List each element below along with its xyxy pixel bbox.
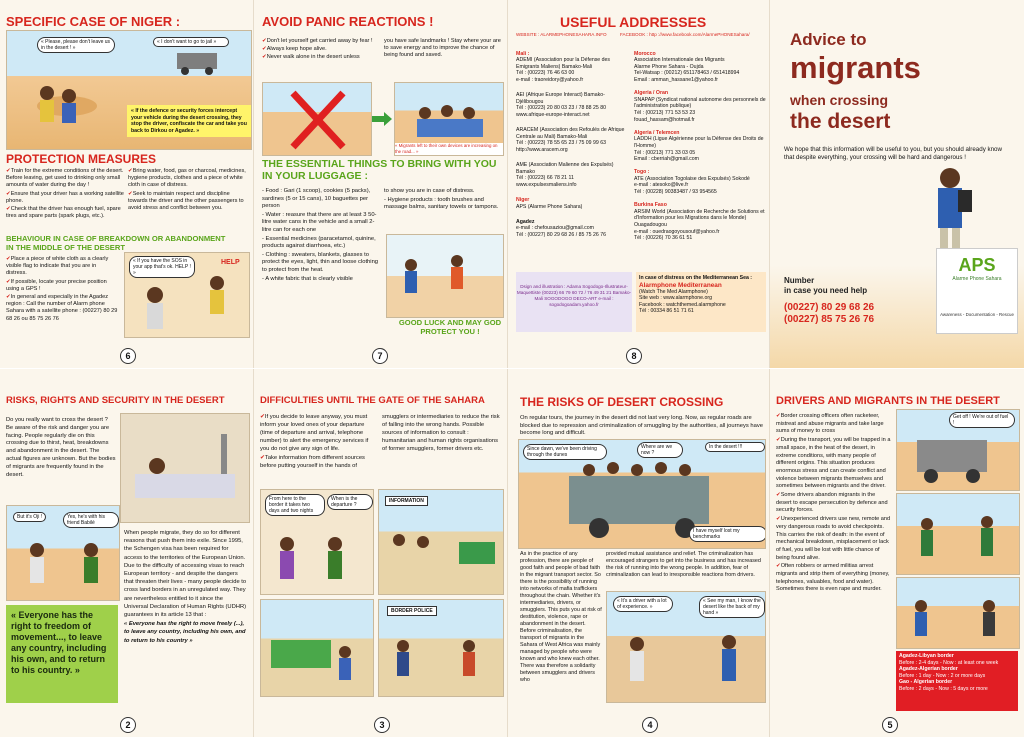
patient-in-bed (121, 414, 249, 522)
behaviour-item: ✔ In general and especially in the Agadez region : Call the number of Alarm phone Sahara with a satellite phone : (00227) 80 29 68 26 ou 85 75 26 76 (6, 294, 118, 323)
smugglers-illustration (606, 591, 766, 703)
protection-col1 (6, 168, 124, 221)
design-credit: Dsign and illustration : Adama Sogodogo-Illustrateur-Maquettiste (00223) 66 79 60 72 / 76 49 31 21 Bamako-Mali SOGODOGO DECO-ART e-mail : sogodogoadam.yahoo.fr (516, 272, 632, 332)
red-cross-icon (263, 83, 371, 155)
cover-title-4: the desert (790, 110, 891, 133)
people-running-illustration (386, 234, 504, 318)
help-phones (784, 302, 874, 326)
address-text: APS (Alarme Phone Sahara) (516, 203, 583, 210)
addresses-right (634, 44, 766, 248)
luggage-item: - Water : reasure that there are at least 3 50-litre water cans in the vehicle and a small 2-litre can for each one (262, 211, 377, 233)
crossing-intro: On regular tours, the journey in the desert did not last very long. Now, as regular roads are blocked due to repression and criminalization of smuggling by the authorities, all journeys have become long and difficult. (520, 415, 763, 437)
panel-panic (254, 0, 508, 368)
group-figures (395, 83, 503, 143)
aps-logo (936, 248, 1018, 334)
risks-text: Do you really want to cross the desert ? Be aware of the risk and danger you are facing. People regularly die on this crossing due to thirst, heat, breakdowns and abandonment in the desert. The actual figures are unknown. But the bodies of migrants are frequently found in the desert. (6, 417, 116, 478)
panel-risks-rights (0, 369, 254, 737)
route-label: Agadez-Libyan border (899, 653, 954, 659)
niger-caption: « If the defence or security forces intercept your vehicle during the desert crossing, they stop the driver, confiscate the car and take you back to Dirkou or Agadez. » (127, 105, 252, 137)
luggage-item: - Food : Gari (1 scoop), cookies (5 packs), sardines (5 or 15 cans), 10 baguettes per person (262, 188, 371, 210)
protection-title: PROTECTION MEASURES (6, 152, 157, 166)
plea-bubble: « Please, please don't leave us in the desert ! » (37, 37, 115, 53)
dunes-bubble: Since dawn, we've been driving through the dunes (523, 444, 607, 460)
bus-figures (261, 600, 373, 696)
friends-illustration (6, 505, 120, 601)
luggage-list (262, 188, 380, 284)
address-text: AME (Association Malienne des Expulsés) Bamako Tél : (00223) 66 78 21 11 www.expulsesmaliens.info (516, 162, 614, 188)
route-times: Before : 1 day - Now : 2 or more days (899, 672, 986, 679)
protection-item: ✔ Train for the extreme conditions of the desert. Before leaving, get used to drinking only small amounts of water during the day ! (6, 168, 124, 190)
address-text: SNAPAP (Syndicat national autonome des personnels de l'administration publique) Tél : (00213) 771 53 53 23 fouad_hassam@hotmail.fr (634, 96, 766, 123)
overloaded-truck-illustration (518, 439, 766, 549)
panel-difficulties (254, 369, 508, 737)
hospital-bed-illustration (120, 413, 250, 523)
page-number: 8 (626, 348, 642, 364)
country-label: Algeria / Telemcen (634, 129, 680, 136)
difficulties-title: DIFFICULTIES UNTIL THE GATE OF THE SAHARA (260, 395, 485, 406)
website-link[interactable]: WEBSITE : ALARMEPHONESAHARA.INFO (516, 32, 607, 37)
difficulties-item: ✔ If you decide to leave anyway, you must inform your loved ones of your departure (time of departure and arrival, telephone number) to alert the emergency services if you do not give any sign of life. (260, 413, 378, 453)
group-caption: « Migrants left to their own devices are increasing on the road... » (395, 143, 503, 155)
address-entry (634, 169, 766, 195)
protection-item: ✔ Bring water, food, gas or charcoal, medicines, hygiene products, clothes and a piece of white cloth in case of distress. (128, 168, 248, 190)
logo-text: APS (958, 255, 996, 275)
information-sign: INFORMATION (385, 496, 428, 506)
drivers-item: ✔ Often robbers or armed militias arrest migrants and strip them of everything (money, telephones, valuables, food and water). Sometimes there is even rape and murder. (776, 563, 892, 594)
cover-title-3: when crossing (790, 92, 889, 108)
drivers-list (776, 413, 892, 595)
luggage-item: to show you are in case of distress. (384, 188, 475, 194)
cover-intro: We hope that this information will be useful to you, but you should already know that despite everything, your crossing will be hard and dangerous ! (784, 146, 1002, 161)
protection-col2 (128, 168, 248, 213)
oji-bubble: But it's Oji ! (13, 512, 46, 522)
rights-paragraph: When people migrate, they do so for different reasons that push them into exile. Since 1995, the Schengen visa has been required for access to the territories of the European Union. Due to the difficulty of accessing visas to reach European territory - and despite the dangers that threaten their lives - many people decide to cross land borders in an unregulated way. They are nevertheless entitled to it since the Universal Declaration of Human Rights (UDHR) guarantees in its article 13 that : (124, 530, 247, 619)
alarmphone-title: Alarmphone Mediterranean (639, 281, 722, 289)
help-phone-1[interactable]: (00227) 80 29 68 26 (784, 302, 875, 313)
address-entry (516, 51, 630, 84)
alarm-line: Tél : 00334 86 51 71 61 (639, 308, 694, 315)
luggage-item: - Clothing : sweaters, blankets, glasses to protect the eyes, light, thin and loose clothing to protect from the heat. (262, 251, 379, 273)
difficulties-item: ✔ Take information from different sources before putting yourself in the hands of (260, 454, 378, 470)
page-number: 2 (120, 717, 136, 733)
route-times: Before : 2 days - Now : 5 days or more (899, 685, 988, 692)
alarm-line: (Watch The Med Alarmphone) (639, 288, 708, 295)
route-label: Agadez-Algerian border (899, 666, 958, 673)
country-label: Mali : (516, 50, 530, 57)
number-label-2: in case you need help (784, 286, 868, 295)
where-bubble: Where are we now ? (637, 442, 683, 458)
border-police-sign: BORDER POLICE (387, 606, 437, 616)
green-arrow-icon (372, 112, 392, 126)
babile-bubble: Yes, he's with his friend Babilé (63, 512, 119, 528)
difficulties-col2: smugglers or intermediaries to reduce the risk of falling into the wrong hands. Possible sources of information to consult : humanitarian and human rights organisations of former smugglers, former drivers etc. (382, 414, 500, 452)
drivers-item: ✔ Some drivers abandon migrants in the desert to escape persecution by defence and security forces. (776, 492, 892, 515)
rights-quote: « Everyone has the right to move freely (...), to leave any country, including his own, and to return to his country » (124, 621, 246, 644)
experience-bubble: « It's a driver with a lot of experience. » (613, 596, 673, 612)
drivers-item: ✔ Unexperienced drivers use new, remote and very dangerous roads to avoid checkpoints. This carries the risk of death: in the event of mechanical breakdown, misplacement or lack of fuel, you will be lost with little chance of being found alive. (776, 516, 892, 562)
address-text: ARSIM World (Association de Recherche de Solutions et d'Information pour les Migrations dans le Monde) Ouagadougou e-mail : ouedraogoyousouf@yahoo.fr Tél : (00226) 70 36 61 51 (634, 208, 765, 242)
page-number: 4 (642, 717, 658, 733)
address-entry (516, 219, 630, 239)
luggage-item: - Hygiene products : tooth brushes and massage balms, sanitary towels or tampons. (384, 196, 499, 211)
protection-item: ✔ Ensure that your driver has a working satellite phone. (6, 191, 124, 205)
departure-illustration (260, 489, 374, 595)
logo-sub: Alarme Phone Sahara (952, 276, 1002, 282)
address-text: ATE (Association Togolaise des Expulsés) Sokodé e-mail : atesoko@live.fr Tél : (00228) 90383487 / 93 954565 (634, 175, 750, 196)
address-text: LADDH (Ligue Algérienne pour la Défense des Droits de l'Homme) Tél : (00213) 771 33 03 05 Email : cberriah@gmail.com (634, 136, 764, 163)
address-text: ARACEM (Association des Refoulés de Afrique Centrale au Mali) Bamako-Mali Tél : (00223) 78 55 65 23 / 75 09 99 63 http://www.aracem.org (516, 127, 625, 153)
travel-times-box (896, 651, 1018, 711)
risks-title: RISKS, RIGHTS AND SECURITY IN THE DESERT (6, 395, 225, 406)
in-desert-bubble: In the desert !!! (705, 442, 765, 452)
address-text: ADEMI (Association pour la Défense des Emigrants Maliens) Bamako-Mali Tél : (00223) 76 46 63 00 e-mail : traoreidory@yahoo.fr (516, 57, 610, 83)
good-luck-text: GOOD LUCK AND MAY GOD PROTECT YOU ! (398, 318, 502, 336)
out-of-fuel-illustration (896, 409, 1020, 491)
drivers-title: DRIVERS AND MIGRANTS IN THE DESERT (776, 395, 1000, 407)
lost-bubble: I have myself lost my benchmarks (689, 526, 766, 542)
mediterranean-box (636, 272, 766, 332)
panic-item: ✔ Never walk alone in the desert unless (262, 54, 380, 61)
departure-bubble: When is the departure ? (327, 494, 373, 510)
crossing-col1: As in the practice of any profession, there are people of good faith and people of bad faith in the migrant transport sector. So there is the possibility of running into networks of mafia traffickers throughout the chain. Whether it's intermediaries, drivers, or smugglers. This puts you at risk of destitution, violence, rape or abandonment in the desert. Before criminalisation, the transport of migrants in the Sahara of West Africa was mainly managed by people who were known and who knew each other. There was therefore a solidarity between smugglers and drivers who (520, 551, 602, 683)
help-sign: HELP (221, 259, 240, 266)
help-bubble: « If you have the SOS in your app that's ok. HELP ! » (129, 256, 195, 278)
luggage-item: - A white fabric that is clearly visible (262, 275, 353, 282)
jail-bubble: « I don't want to go to jail » (153, 37, 229, 47)
route-label: Gao - Algerian border (899, 679, 953, 686)
panic-col2: you have safe landmarks ! Stay where your are to save energy and to improve the chance of being found and saved. (384, 38, 501, 59)
two-days-bubble: From here to the border it takes two days and two nights (265, 494, 325, 516)
alarm-line: Facebook : watchthemed.alarmphone (639, 301, 726, 308)
address-entry (634, 130, 766, 163)
alarm-line: Site web : www.alarmphone.org (639, 295, 712, 302)
address-entry (634, 51, 766, 84)
robbery-figures (897, 578, 1019, 648)
page-number: 5 (882, 717, 898, 733)
essential-title: THE ESSENTIAL THINGS TO BRING WITH YOU IN YOUR LUGGAGE : (262, 158, 497, 182)
drivers-item: ✔ Border crossing officers often racketeer, mistreat and abuse migrants and take large sums of money to cross (776, 413, 892, 436)
address-entry (516, 162, 630, 188)
country-label: Morocco (634, 50, 656, 57)
number-label: Number (784, 276, 815, 285)
addresses-title: USEFUL ADDRESSES (560, 14, 707, 30)
panel-niger (0, 0, 254, 368)
addresses-left (516, 44, 630, 245)
panic-list (262, 38, 380, 63)
crossing-col2: provided mutual assistance and relief. The criminalization has encouraged strangers to get into the business and has increased the risk of running into the wrong people. In addition, fear of criminalization can lead to irresponsible reactions from drivers. (606, 551, 761, 578)
address-text: AEI (Afrique Europe Interact) Bamako-Djélibougou Tél : (00223) 20 80 03 23 / 78 88 25 80 www.afrique-europe-interact.net (516, 92, 606, 118)
address-entry (634, 90, 766, 123)
help-number-label (784, 276, 867, 296)
luggage-col2 (384, 188, 502, 213)
logo-tagline: Awareness - Documentation - Rescue (940, 312, 1014, 317)
page-number: 3 (374, 717, 390, 733)
address-entry (516, 92, 630, 118)
city-label: Agadez (516, 218, 535, 225)
brochure-inside-spread (0, 369, 1024, 737)
protection-item: ✔ Seek to maintain respect and discipline towards the driver and the other passengers to avoid stress and conflict between you. (128, 191, 248, 213)
border-police-illustration (378, 599, 504, 697)
country-label: Burkina Faso (634, 202, 667, 209)
country-label: Niger (516, 197, 530, 204)
route-times: Before : 2-4 days - Now : at least one week (899, 659, 999, 666)
help-phone-2[interactable]: (00227) 85 75 26 76 (784, 314, 875, 325)
niger-illustration (6, 30, 252, 150)
difficulties-col1 (260, 413, 378, 471)
group-waiting-illustration (394, 82, 504, 156)
walking-alone-illustration (262, 82, 372, 156)
page-number: 6 (120, 348, 136, 364)
panel-addresses (508, 0, 770, 368)
facebook-link[interactable]: FACEBOOK : http ://www.facebook.com/AlarmePHONESahara/ (620, 32, 750, 37)
behaviour-item: ✔ Place a piece of white cloth as a clearly visible flag to indicate that you are in distress. (6, 256, 118, 278)
information-office-illustration (378, 489, 504, 595)
crossing-title: THE RISKS OF DESERT CROSSING (520, 395, 724, 409)
behaviour-item: ✔ If possible, locate your precise position using a GPS ! (6, 279, 118, 293)
udhr-quote-box: « Everyone has the right to freedom of movement..., to leave any country, including his own, and to return to his country. » (6, 605, 118, 703)
behaviour-title: BEHAVIOUR IN CASE OF BREAKDOWN OR ABANDONMENT IN THE MIDDLE OF THE DESERT (6, 234, 226, 252)
address-text: e-mail : chefousaziou@gmail.com Tél : (00227) 80 29 68 26 / 85 75 26 76 (516, 225, 606, 239)
country-label: Togo : (634, 169, 650, 176)
know-desert-bubble: « See my man, I know the desert like the back of my hand » (699, 596, 765, 618)
robbery-illustration (896, 577, 1020, 649)
luggage-item: - Essential medicines (paracetamol, quinine, products against diarrhoea, etc.) (262, 235, 376, 250)
police-figures (379, 626, 503, 696)
address-entry (516, 197, 630, 210)
running-figures (387, 235, 503, 317)
brochure-outside-spread (0, 0, 1024, 368)
armed-figures (897, 494, 1019, 574)
bus-station-illustration (260, 599, 374, 697)
cover-title-2: migrants (790, 50, 921, 85)
drivers-item: ✔ During the transport, you will be trapped in a small space, in the heat of the desert, in extreme conditions, with many people of different origins. This situation produces enormous stress and can create conflict and violence between migrants themselves and sometimes between migrants and the driver. (776, 437, 892, 491)
address-text: Association Internationale des Migrants Alarme Phone Sahara - Oujda Tel-Watsap : (00212) 651178463 / 651418994 Email : amman_hassane1@yahoo.fr (634, 57, 740, 83)
people-at-office (379, 520, 503, 590)
cover-panel (770, 0, 1024, 368)
fuel-bubble: Get off ! We're out of fuel ! (949, 412, 1015, 428)
address-entry (516, 127, 630, 153)
niger-title: SPECIFIC CASE OF NIGER : (6, 14, 181, 29)
panel-desert-crossing (508, 369, 770, 737)
page-number: 7 (372, 348, 388, 364)
panic-item: ✔ Don't let yourself get carried away by fear ! (262, 38, 380, 45)
panel-drivers (770, 369, 1024, 737)
panic-item: ✔ Always keep hope alive. (262, 46, 380, 53)
distress-title: In case of distress on the Mediterranean Sea : (639, 275, 753, 281)
help-illustration (124, 252, 250, 338)
address-entry (634, 202, 766, 242)
behaviour-list (6, 256, 118, 324)
protection-item: ✔ Check that the driver has enough fuel, spare tires and spare parts (spark plugs, etc.). (6, 206, 124, 220)
rights-text (124, 529, 248, 646)
panic-title: AVOID PANIC REACTIONS ! (262, 14, 434, 29)
armed-men-illustration (896, 493, 1020, 575)
country-label: Algeria / Oran (634, 90, 669, 97)
cover-title-1: Advice to (790, 30, 867, 49)
